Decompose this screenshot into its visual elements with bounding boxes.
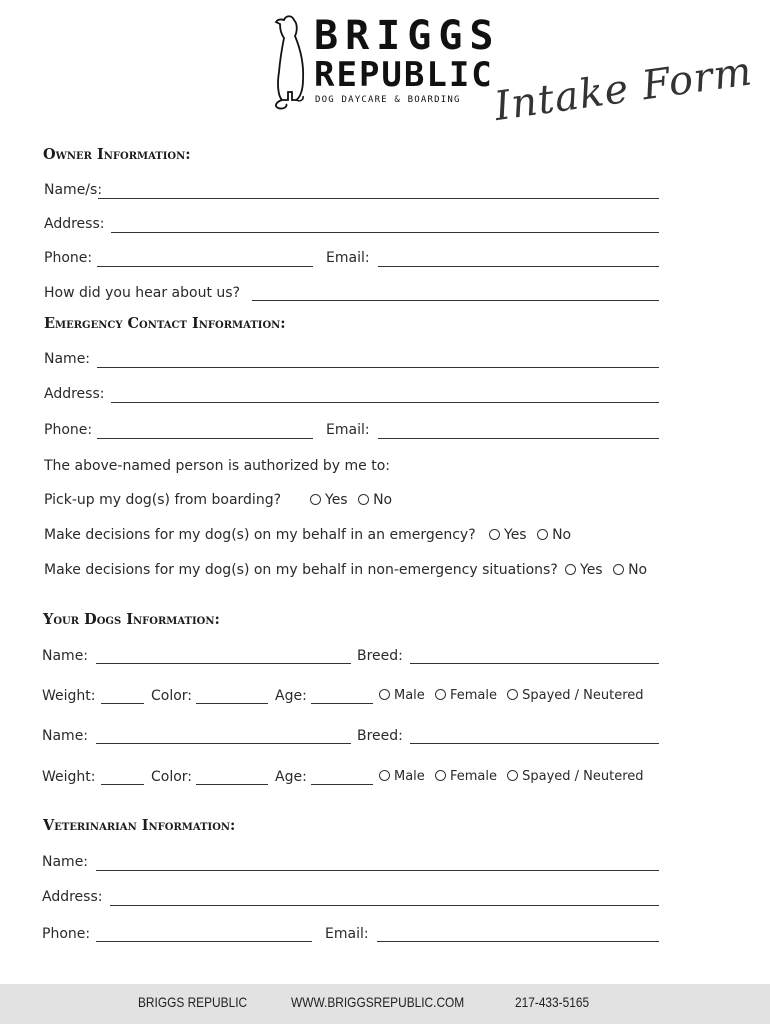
vet-name-field[interactable]	[96, 870, 659, 871]
radio-icon	[613, 564, 624, 575]
footer-name: BRIGGS REPUBLIC	[138, 994, 248, 1010]
dog1-weight-field[interactable]	[101, 703, 144, 704]
brand-line1: BRIGGS	[314, 13, 501, 59]
radio-icon	[537, 529, 548, 540]
dog1-male-option[interactable]	[379, 687, 425, 705]
male-label: Male	[394, 769, 425, 784]
dog1-age-label: Age:	[275, 688, 307, 704]
pickup-options	[310, 491, 398, 509]
owner-hear-field[interactable]	[252, 300, 659, 301]
no-label: No	[628, 562, 648, 578]
dog2-weight-label: Weight:	[42, 769, 96, 785]
dog2-name-label: Name:	[42, 728, 89, 744]
emergency-heading: Emergency Contact Information:	[44, 315, 286, 332]
dog-silhouette-icon	[270, 14, 312, 110]
vet-address-field[interactable]	[110, 905, 659, 906]
yes-label: Yes	[580, 562, 603, 578]
emergency-name-field[interactable]	[97, 367, 659, 368]
emergency-yes-option[interactable]	[489, 526, 527, 544]
dog1-breed-field[interactable]	[410, 663, 659, 664]
dog1-color-label: Color:	[151, 688, 193, 704]
dog1-name-label: Name:	[42, 648, 89, 664]
dog1-age-field[interactable]	[311, 703, 373, 704]
dog2-name-field[interactable]	[96, 743, 351, 744]
dog2-age-label: Age:	[275, 769, 307, 785]
emergency-address-label: Address:	[44, 386, 105, 402]
vet-address-label: Address:	[42, 889, 103, 905]
vet-phone-label: Phone:	[42, 926, 91, 942]
emergency-decisions-question: Make decisions for my dog(s) on my behalf in an emergency?	[44, 527, 476, 543]
radio-icon	[489, 529, 500, 540]
spayed-label: Spayed / Neutered	[522, 769, 644, 784]
female-label: Female	[449, 769, 497, 784]
radio-icon	[435, 689, 446, 700]
non-emergency-yes-option[interactable]	[565, 561, 603, 579]
dog2-color-field[interactable]	[196, 784, 268, 785]
emergency-phone-field[interactable]	[97, 438, 313, 439]
vet-name-label: Name:	[42, 854, 89, 870]
owner-phone-label: Phone:	[44, 250, 93, 266]
dog2-color-label: Color:	[151, 769, 193, 785]
radio-icon	[379, 689, 390, 700]
dog2-sex-options	[379, 768, 644, 786]
radio-icon	[435, 770, 446, 781]
vet-email-label: Email:	[325, 926, 369, 942]
spayed-label: Spayed / Neutered	[522, 688, 644, 703]
footer-website[interactable]: WWW.BRIGGSREPUBLIC.COM	[291, 994, 465, 1010]
radio-icon	[358, 494, 369, 505]
non-emergency-question: Make decisions for my dog(s) on my behalf in non-emergency situations?	[44, 562, 558, 578]
form-title: Intake Form	[491, 48, 756, 130]
radio-icon	[310, 494, 321, 505]
owner-email-label: Email:	[326, 250, 370, 266]
pickup-no-option[interactable]	[358, 491, 392, 509]
dog2-spayed-option[interactable]	[507, 768, 643, 786]
vet-heading: Veterinarian Information:	[43, 817, 236, 834]
dogs-heading: Your Dogs Information:	[43, 611, 220, 628]
non-emergency-options	[565, 561, 647, 579]
emergency-address-field[interactable]	[111, 402, 659, 403]
emergency-phone-label: Phone:	[44, 422, 93, 438]
owner-address-field[interactable]	[111, 232, 659, 233]
footer	[0, 984, 770, 1024]
vet-email-field[interactable]	[377, 941, 659, 942]
authorized-text: The above-named person is authorized by me to:	[44, 458, 391, 474]
owner-names-field[interactable]	[98, 198, 659, 199]
dog2-breed-field[interactable]	[410, 743, 659, 744]
owner-heading: Owner Information:	[43, 146, 191, 163]
yes-label: Yes	[504, 527, 527, 543]
no-label: No	[552, 527, 572, 543]
emergency-email-label: Email:	[326, 422, 370, 438]
emergency-email-field[interactable]	[378, 438, 659, 439]
owner-email-field[interactable]	[378, 266, 659, 267]
pickup-yes-option[interactable]	[310, 491, 348, 509]
radio-icon	[565, 564, 576, 575]
emergency-decisions-options	[489, 526, 577, 544]
yes-label: Yes	[325, 492, 348, 508]
vet-phone-field[interactable]	[96, 941, 312, 942]
dog2-female-option[interactable]	[435, 768, 497, 786]
emergency-name-label: Name:	[44, 351, 91, 367]
owner-address-label: Address:	[44, 216, 105, 232]
emergency-no-option[interactable]	[537, 526, 571, 544]
radio-icon	[507, 770, 518, 781]
dog1-color-field[interactable]	[196, 703, 268, 704]
dog1-sex-options	[379, 687, 644, 705]
dog2-breed-label: Breed:	[357, 728, 403, 744]
dog2-male-option[interactable]	[379, 768, 425, 786]
dog1-name-field[interactable]	[96, 663, 351, 664]
no-label: No	[373, 492, 393, 508]
pickup-question: Pick-up my dog(s) from boarding?	[44, 492, 282, 508]
owner-phone-field[interactable]	[97, 266, 313, 267]
owner-hear-label: How did you hear about us?	[44, 285, 240, 301]
dog1-breed-label: Breed:	[357, 648, 403, 664]
radio-icon	[379, 770, 390, 781]
footer-phone[interactable]: 217-433-5165	[515, 994, 590, 1010]
dog2-weight-field[interactable]	[101, 784, 144, 785]
owner-names-label: Name/s:	[44, 182, 103, 198]
brand-line2: REPUBLIC	[314, 55, 494, 95]
male-label: Male	[394, 688, 425, 703]
non-emergency-no-option[interactable]	[613, 561, 647, 579]
female-label: Female	[449, 688, 497, 703]
radio-icon	[507, 689, 518, 700]
brand-tagline: DOG DAYCARE & BOARDING	[315, 95, 461, 105]
dog1-weight-label: Weight:	[42, 688, 96, 704]
dog1-female-option[interactable]	[435, 687, 497, 705]
dog1-spayed-option[interactable]	[507, 687, 643, 705]
dog2-age-field[interactable]	[311, 784, 373, 785]
